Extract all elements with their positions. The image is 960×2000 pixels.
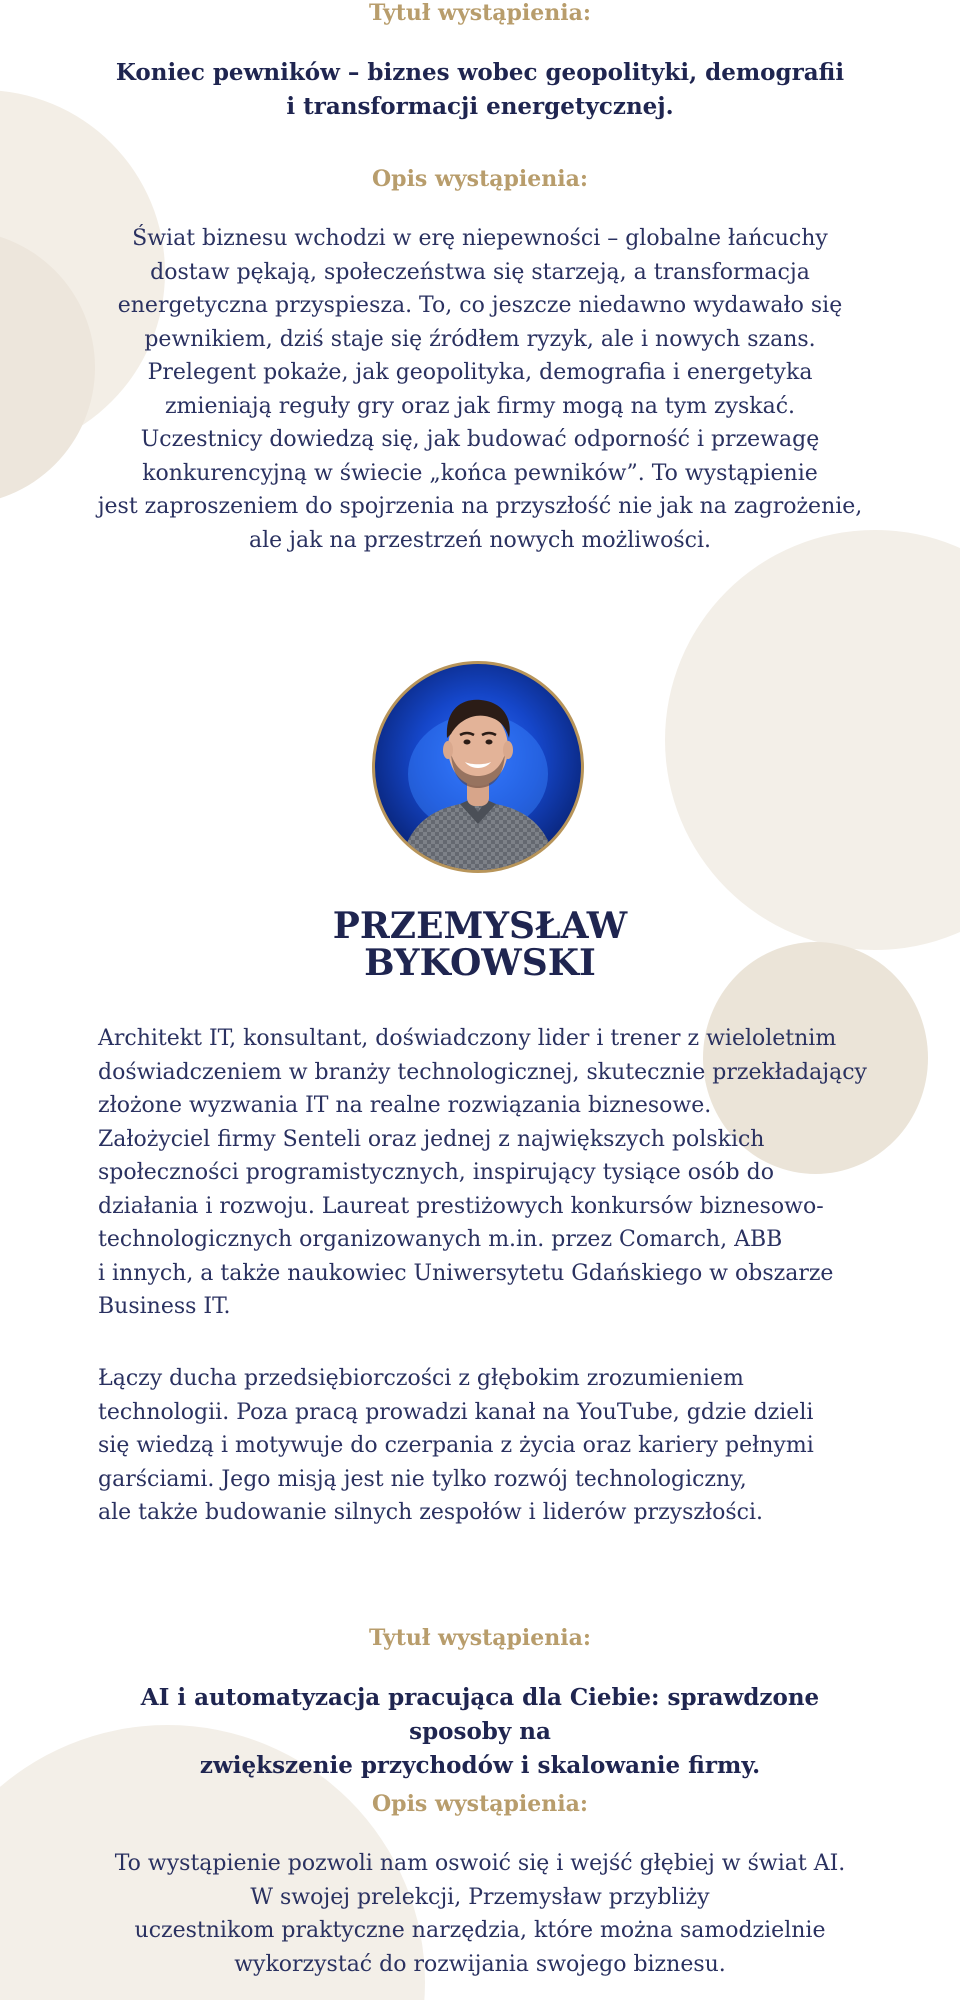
talk-title-label: Tytuł wystąpienia: [368,0,591,26]
talk-description-label: Opis wystąpienia: [372,166,588,192]
talk-description: To wystąpienie pozwoli nam oswoić się i wejść głębiej w świat AI. W swojej prelekcji, Przemysław przybliży uczestnikom praktyczne narzędzia, które można samodzielnie wykorzystać do rozwijania swojego biznesu. [114,1851,846,1977]
speaker-photo [375,664,581,870]
speaker-avatar [372,661,584,873]
speaker-bio-paragraph: Łączy ducha przedsiębiorczości z głębokim zrozumieniem technologii. Poza pracą prowadzi kanał na YouTube, gdzie dzieli się wiedzą i motywuje do czerpania z życia oraz kariery pełnymi garściami. Jego misją jest nie tylko rozwój technologiczny, ale także budowanie silnych zespołów i liderów przyszłości. [98,1366,814,1525]
speaker-bio-paragraph: Architekt IT, konsultant, doświadczony lider i trener z wieloletnim doświadczeniem w branży technologicznej, skutecznie przekładający złożone wyzwania IT na realne rozwiązania biznesowe. Założyciel firmy Senteli oraz jednej z największych polskich społeczności programistycznych, inspirujący tysiące osób do działania i rozwoju. Laureat prestiżowych konkursów biznesowo- technologicznych organizowanych m.in. przez Comarch, ABB i innych, a także naukowiec Uniwersytetu Gdańskiego w obszarze Business IT. [98,1026,867,1319]
talk-description: Świat biznesu wchodzi w erę niepewności – globalne łańcuchy dostaw pękają, społeczeństwa się starzeją, a transformacja energetyczna przyspiesza. To, co jeszcze niedawno wydawało się pewnikiem, dziś staje się źródłem ryzyk, ale i nowych szans. Prelegent pokaże, jak geopolityka, demografia i energetyka zmieniają reguły gry oraz jak firmy mogą na tym zyskać. Uczestnicy dowiedzą się, jak budować odporność i przewagę konkurencyjną w świecie „końca pewników”. To wystąpienie jest zaproszeniem do spojrzenia na przyszłość nie jak na zagrożenie, ale jak na przestrzeń nowych możliwości. [97,226,863,553]
speaker-name: PRZEMYSŁAW BYKOWSKI [332,905,628,984]
talk-title: AI i automatyzacja pracująca dla Ciebie: sprawdzone sposoby na zwiększenie przychodów i skalowanie firmy. [140,1684,820,1779]
talk-title: Koniec pewników – biznes wobec geopolityki, demografii i transformacji energetycznej. [115,59,845,120]
talk-description-label: Opis wystąpienia: [372,1791,588,1817]
decorative-circle [665,530,960,950]
talk-title-label: Tytuł wystąpienia: [368,1625,591,1651]
